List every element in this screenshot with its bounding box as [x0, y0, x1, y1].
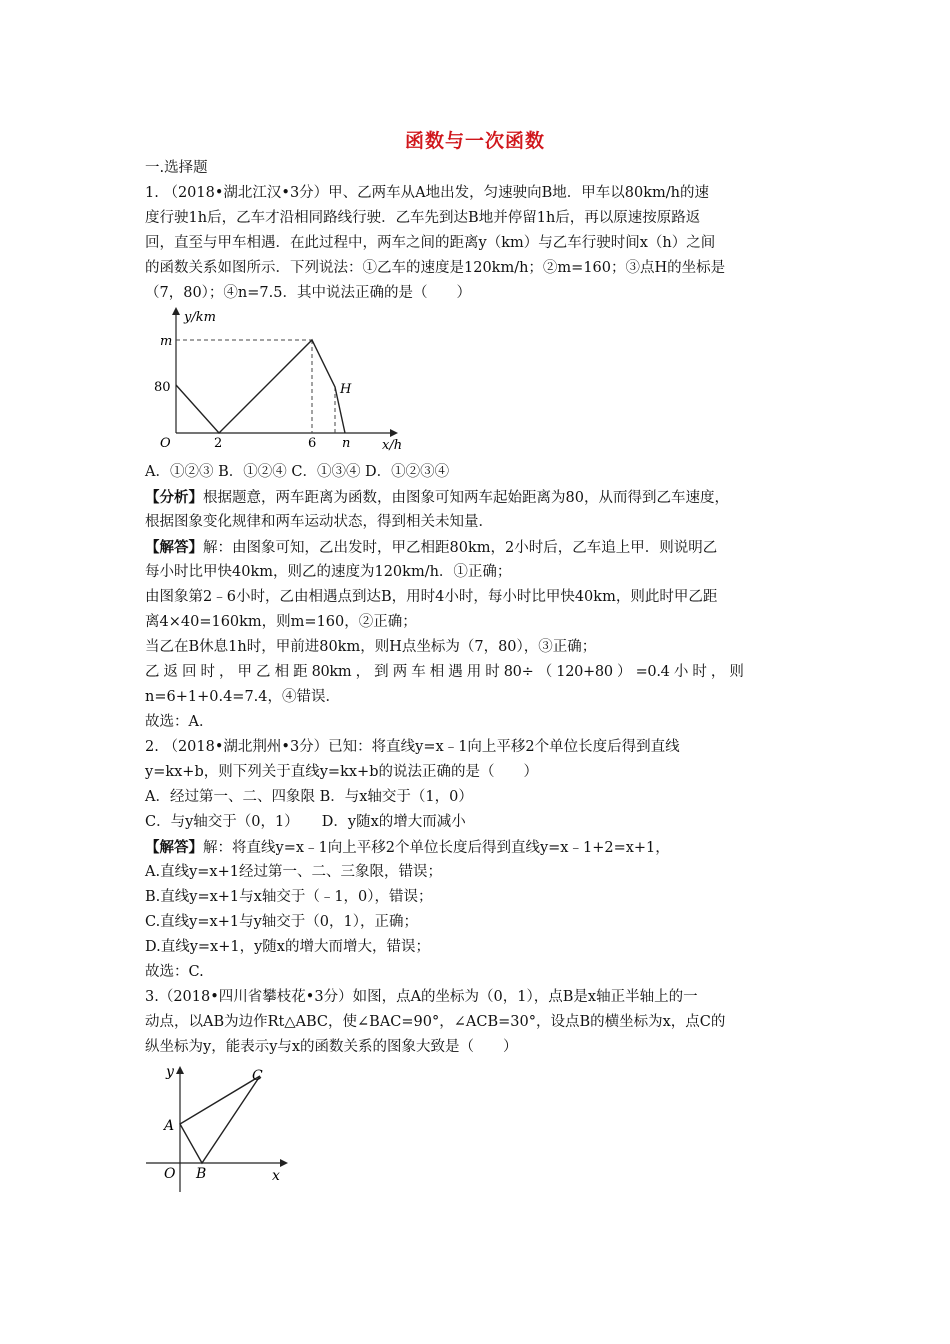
y-axis-arrow-icon	[172, 307, 180, 315]
q1-answer-line: 离4×40=160km，则m=160，②正确；	[145, 614, 417, 630]
q3-line: 动点，以AB为边作Rt△ABC，使∠BAC=90°，∠ACB=30°，设点B的横坐标为x，点C的	[145, 1014, 726, 1030]
triangle-abc	[180, 1076, 260, 1163]
q2-answer-line: 故选：C.	[145, 964, 204, 980]
answer-tag: 【解答】	[145, 539, 203, 556]
n-label: n	[342, 436, 351, 451]
analysis-text: 根据题意，两车距离为函数，由图象可知两车起始距离为80，从而得到乙车速度，	[203, 490, 729, 506]
q2-answer-line: C.直线y=x+1与y轴交于（0，1），正确；	[145, 914, 418, 930]
x6-label: 6	[308, 436, 317, 451]
point-c-label: C	[252, 1068, 263, 1084]
y80-label: 80	[154, 380, 171, 395]
q1-line: （7，80）；④n=7.5．其中说法正确的是（ ）	[145, 285, 471, 301]
q1-answer-line: n=6+1+0.4=7.4，④错误．	[145, 689, 341, 705]
origin-label: O	[160, 436, 171, 451]
q1-answer-line: 当乙在B休息1h时，甲前进80km，则H点坐标为（7，80），③正确；	[145, 639, 597, 655]
q1-answer-line	[145, 535, 815, 561]
q1-analysis-line: 根据图象变化规律和两车运动状态，得到相关未知量．	[145, 514, 493, 530]
point-b-label: B	[196, 1166, 207, 1182]
q1-answer-line: 每小时比甲快40km，则乙的速度为120km/h．①正确；	[145, 564, 512, 580]
x-axis-arrow-icon	[390, 429, 398, 437]
m-label: m	[160, 334, 173, 349]
h-point-label: H	[340, 382, 352, 397]
q2-option-line: C．与y轴交于（0，1） D．y随x的增大而减小	[145, 814, 466, 830]
y-axis-label: y	[166, 1064, 174, 1080]
answer-text: 解：将直线y=x﹣1向上平移2个单位长度后得到直线y=x﹣1+2=x+1，	[203, 840, 670, 856]
q1-answer-line: 故选：A．	[145, 714, 214, 730]
q1-answer-line: 乙 返 回 时 ， 甲 乙 相 距 80km ， 到 两 车 相 遇 用 时 80÷ （ 120+80 ） =0.4 小 时 ， 则	[145, 664, 744, 680]
q1-line: 1. （2018•湖北江汉•3分）甲、乙两车从A地出发，匀速驶向B地．甲车以80km/h的速	[145, 185, 710, 201]
q3-triangle-figure	[140, 1060, 300, 1200]
q1-answer-line: 由图象第2﹣6小时，乙由相遇点到达B，用时4小时，每小时比甲快40km，则此时甲乙距	[145, 589, 718, 605]
x2-label: 2	[214, 436, 223, 451]
x-axis-label: x	[272, 1168, 280, 1184]
point-a-label: A	[164, 1118, 175, 1134]
q1-analysis-line	[145, 485, 815, 511]
q3-line: 3.（2018•四川省攀枝花•3分）如图，点A的坐标为（0，1），点B是x轴正半轴上的一	[145, 989, 698, 1005]
q1-line: 回，直至与甲车相遇．在此过程中，两车之间的距离y（km）与乙车行驶时间x（h）之间	[145, 235, 716, 251]
q3-line: 纵坐标为y，能表示y与x的函数关系的图象大致是（ ）	[145, 1039, 518, 1055]
x-axis-label: x/h	[382, 438, 403, 453]
analysis-tag: 【分析】	[145, 489, 203, 506]
q1-line: 的函数关系如图所示．下列说法：①乙车的速度是120km/h；②m=160；③点H的坐标是	[145, 260, 726, 276]
x-axis-arrow-icon	[280, 1159, 288, 1167]
q2-answer-line: A.直线y=x+1经过第一、二、三象限，错误；	[145, 864, 442, 880]
q2-answer-line: B.直线y=x+1与x轴交于（﹣1，0），错误；	[145, 889, 433, 905]
q1-line: 度行驶1h后，乙车才沿相同路线行驶．乙车先到达B地并停留1h后，再以原速按原路返	[145, 210, 701, 226]
answer-tag: 【解答】	[145, 839, 203, 856]
distance-function-line	[176, 340, 345, 433]
q1-distance-graph	[140, 305, 410, 455]
q1-options: A．①②③ B．①②④ C．①③④ D．①②③④	[145, 464, 450, 480]
q2-line: y=kx+b，则下列关于直线y=kx+b的说法正确的是（ ）	[145, 764, 538, 780]
q2-option-line: A．经过第一、二、四象限 B．与x轴交于（1，0）	[145, 789, 473, 805]
q2-answer-line: D.直线y=x+1，y随x的增大而增大，错误；	[145, 939, 430, 955]
q2-line: 2. （2018•湖北荆州•3分）已知：将直线y=x﹣1向上平移2个单位长度后得到直线	[145, 739, 680, 755]
page-title: 函数与一次函数	[404, 130, 545, 152]
y-axis-label: y/km	[184, 310, 216, 325]
y-axis-arrow-icon	[176, 1066, 184, 1074]
q2-answer-line	[145, 835, 815, 861]
answer-text: 解：由图象可知，乙出发时，甲乙相距80km，2小时后，乙车追上甲．则说明乙	[203, 540, 718, 556]
section-heading: 一.选择题	[145, 160, 208, 176]
origin-label: O	[164, 1166, 176, 1182]
